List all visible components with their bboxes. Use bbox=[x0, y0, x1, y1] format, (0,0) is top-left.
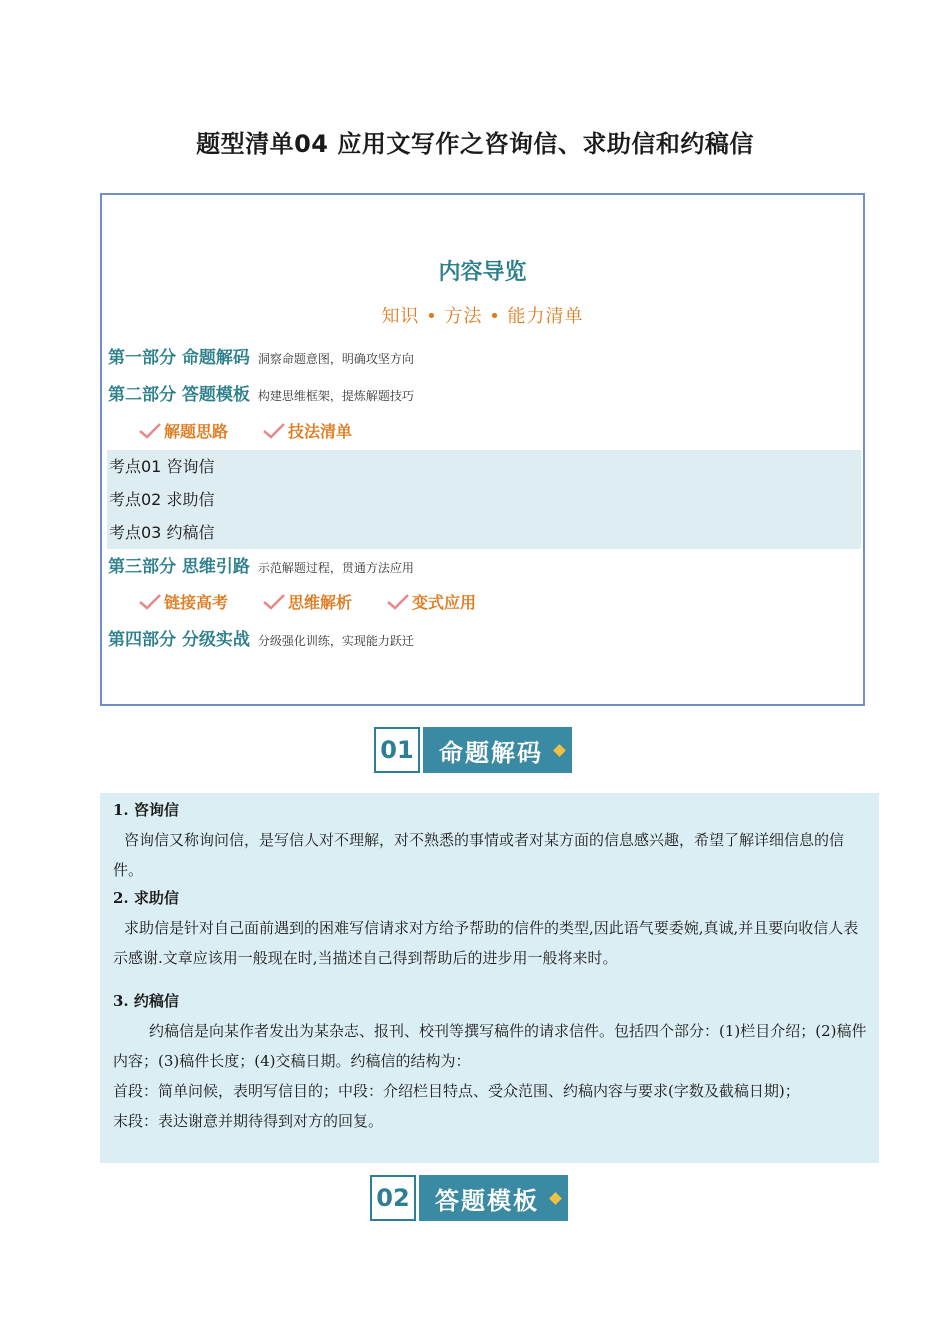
part-label: 第二部分 答题模板 bbox=[108, 385, 250, 405]
tag-label: 链接高考 bbox=[164, 593, 229, 612]
knowledge-point-2[interactable]: 考点02 求助信 bbox=[107, 483, 861, 516]
toc-part-1[interactable] bbox=[108, 343, 414, 369]
check-icon bbox=[386, 593, 410, 611]
def-text: 约稿信是向某作者发出为某杂志、报刊、校刊等撰写稿件的请求信件。包括四个部分：(1)栏目介绍；(2)稿件内容；(3)稿件长度；(4)交稿日期。约稿信的结构为： bbox=[113, 1022, 867, 1070]
tag-link-exam[interactable] bbox=[138, 590, 228, 613]
def-text: 咨询信又称询问信，是写信人对不理解，对不熟悉的事情或者对某方面的信息感兴趣，希望了解详细信息的信件。 bbox=[113, 831, 845, 879]
part-label: 第三部分 思维引路 bbox=[108, 557, 250, 577]
content-overview-box bbox=[100, 193, 865, 706]
tag-variant-application[interactable] bbox=[386, 590, 476, 613]
toc-heading: 内容导览 bbox=[438, 260, 527, 285]
section-title bbox=[419, 1175, 568, 1221]
part-desc: 洞察命题意图，明确攻坚方向 bbox=[257, 352, 414, 366]
section-number: 02 bbox=[370, 1175, 416, 1221]
check-icon bbox=[262, 593, 286, 611]
def-help bbox=[113, 883, 867, 973]
def-structure-line: 末段：表达谢意并期待得到对方的回复。 bbox=[113, 1112, 384, 1130]
knowledge-point-1[interactable]: 考点01 咨询信 bbox=[107, 450, 861, 483]
tag-label: 思维解析 bbox=[288, 593, 353, 612]
part-label: 第四部分 分级实战 bbox=[108, 630, 250, 650]
check-icon bbox=[138, 593, 162, 611]
toc-part-4[interactable] bbox=[108, 625, 414, 651]
def-heading: 2. 求助信 bbox=[113, 889, 179, 907]
diamond-icon bbox=[549, 1192, 562, 1205]
tag-label: 技法清单 bbox=[288, 422, 353, 441]
section-banner-02 bbox=[370, 1175, 568, 1221]
tag-label: 解题思路 bbox=[164, 422, 229, 441]
part-desc: 构建思维框架，提炼解题技巧 bbox=[257, 389, 414, 403]
check-icon bbox=[262, 422, 286, 440]
document-title: 题型清单04 应用文写作之咨询信、求助信和约稿信 bbox=[196, 130, 754, 158]
tag-label: 变式应用 bbox=[412, 593, 477, 612]
part-label: 第一部分 命题解码 bbox=[108, 348, 250, 368]
def-structure-line: 首段：简单问候，表明写信目的；中段：介绍栏目特点、受众范围、约稿内容与要求(字数及截稿日期)； bbox=[113, 1082, 800, 1100]
section-title bbox=[423, 727, 572, 773]
def-heading: 3. 约稿信 bbox=[113, 992, 179, 1010]
def-heading: 1. 咨询信 bbox=[113, 801, 179, 819]
part2-tags bbox=[138, 419, 352, 442]
def-invite bbox=[113, 986, 867, 1136]
def-consult bbox=[113, 795, 867, 885]
part-desc: 分级强化训练，实现能力跃迁 bbox=[257, 634, 414, 648]
section-banner-01 bbox=[374, 727, 572, 773]
section-title-text: 命题解码 bbox=[439, 738, 543, 767]
toc-part-2[interactable] bbox=[108, 380, 414, 406]
tag-solution-approach[interactable] bbox=[138, 419, 228, 442]
toc-part-3[interactable] bbox=[108, 552, 414, 578]
tag-technique-list[interactable] bbox=[262, 419, 352, 442]
part3-tags bbox=[138, 590, 476, 613]
toc-subheading: 知识 • 方法 • 能力清单 bbox=[381, 306, 584, 327]
section-title-text: 答题模板 bbox=[435, 1186, 539, 1215]
part-desc: 示范解题过程，贯通方法应用 bbox=[257, 561, 414, 575]
tag-thinking-analysis[interactable] bbox=[262, 590, 352, 613]
check-icon bbox=[138, 422, 162, 440]
knowledge-point-3[interactable]: 考点03 约稿信 bbox=[107, 516, 861, 549]
section-number: 01 bbox=[374, 727, 420, 773]
diamond-icon bbox=[553, 744, 566, 757]
definitions-panel bbox=[100, 793, 879, 1163]
def-text: 求助信是针对自己面前遇到的困难写信请求对方给予帮助的信件的类型,因此语气要委婉,真诚,并且要向收信人表示感谢.文章应该用一般现在时,当描述自己得到帮助后的进步用一般将来时。 bbox=[113, 919, 859, 967]
